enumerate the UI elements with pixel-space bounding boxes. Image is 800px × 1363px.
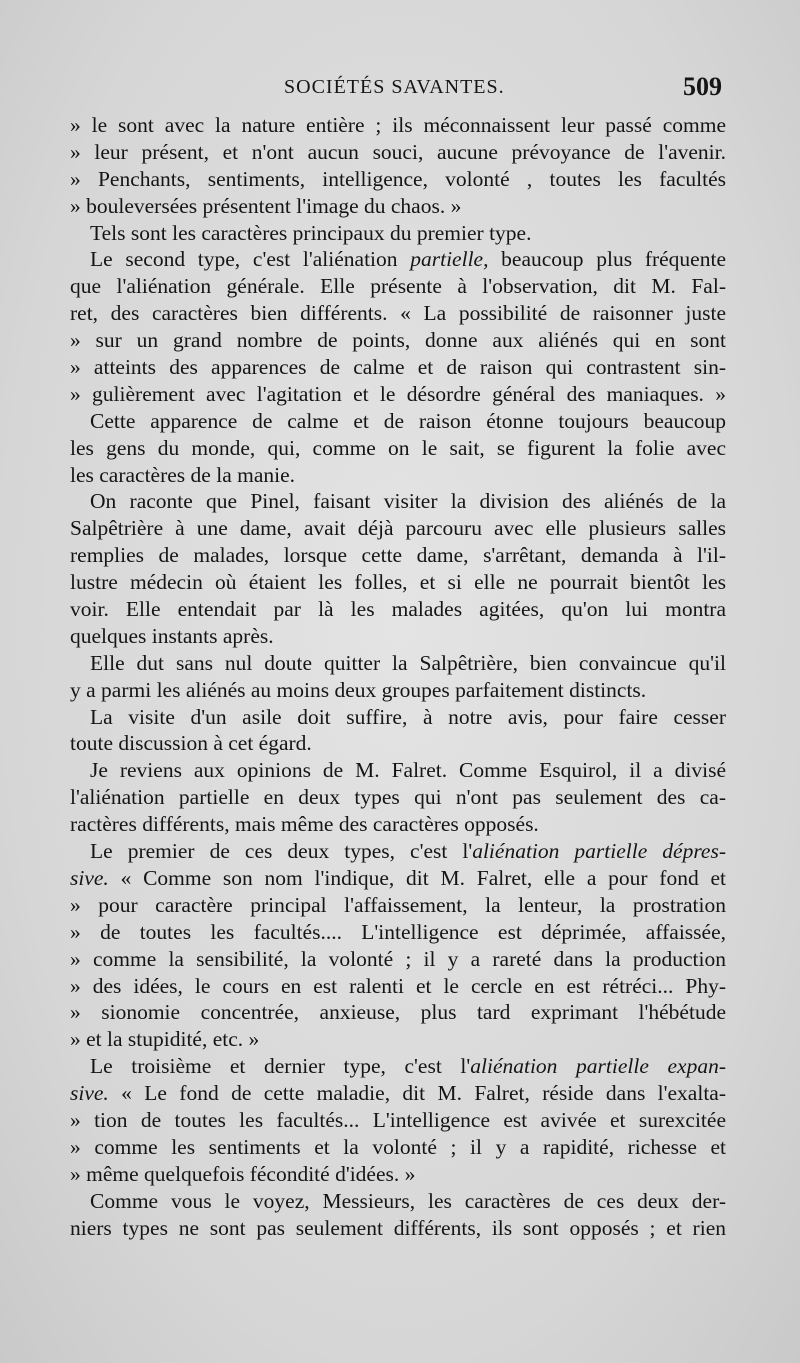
body-text: [70, 112, 726, 1241]
text-line: » tion de toutes les facultés... L'intelligence est avivée et surexcitée: [70, 1107, 726, 1132]
text-segment: Le premier de ces deux types, c'est l': [90, 839, 473, 864]
text-line: ractères différents, mais même des caractères opposés.: [70, 812, 539, 837]
text-line: » gulièrement avec l'agitation et le désordre général des maniaques. »: [70, 381, 726, 406]
text-line: niers types ne sont pas seulement différents, ils sont opposés ; et rien: [70, 1215, 726, 1240]
page-number: 509: [683, 72, 722, 101]
text-line: Cette apparence de calme et de raison étonne toujours beaucoup: [90, 408, 726, 433]
text-line: » sur un grand nombre de points, donne aux aliénés qui en sont: [70, 328, 726, 353]
text-line: » comme les sentiments et la volonté ; il y a rapidité, richesse et: [70, 1134, 726, 1159]
text-line: » et la stupidité, etc. »: [70, 1027, 260, 1052]
text-line: » leur présent, et n'ont aucun souci, aucune prévoyance de l'avenir.: [70, 139, 726, 164]
text-line: » pour caractère principal l'affaissement, la lenteur, la prostration: [70, 892, 726, 917]
italic-term: sive.: [70, 1081, 109, 1106]
text-line: que l'aliénation générale. Elle présente à l'observation, dit M. Fal-: [70, 274, 726, 299]
text-line: » de toutes les facultés.... L'intelligence est déprimée, affaissée,: [70, 919, 726, 944]
text-line: remplies de malades, lorsque cette dame, s'arrêtant, demanda à l'il-: [70, 543, 726, 568]
text-line: les gens du monde, qui, comme on le sait, se figurent la folie avec: [70, 435, 726, 460]
text-line: » atteints des apparences de calme et de raison qui contrastent sin-: [70, 355, 726, 380]
text-line: [70, 838, 726, 865]
text-line: » bouleversées présentent l'image du chaos. »: [70, 193, 462, 218]
italic-term: aliénation partielle expan-: [470, 1054, 726, 1079]
text-line: Elle dut sans nul doute quitter la Salpêtrière, bien convaincue qu'il: [90, 650, 726, 675]
text-segment: beaucoup plus fréquente: [488, 247, 726, 272]
text-line: [70, 865, 726, 892]
text-line: » le sont avec la nature entière ; ils méconnaissent leur passé comme: [70, 113, 726, 137]
text-line: La visite d'un asile doit suffire, à notre avis, pour faire cesser: [90, 704, 726, 729]
text-line: On raconte que Pinel, faisant visiter la division des aliénés de la: [90, 489, 726, 514]
italic-term: sive.: [70, 865, 109, 890]
text-line: » des idées, le cours en est ralenti et le cercle en est rétréci... Phy-: [70, 973, 726, 998]
text-line: » Penchants, sentiments, intelligence, volonté , toutes les facultés: [70, 166, 726, 191]
page-header: [70, 72, 728, 106]
text-line: quelques instants après.: [70, 623, 274, 648]
text-line: » comme la sensibilité, la volonté ; il y a rareté dans la production: [70, 946, 726, 971]
text-line: [70, 246, 726, 273]
text-line: voir. Elle entendait par là les malades agitées, qu'on lui montra: [70, 597, 726, 622]
text-line: l'aliénation partielle en deux types qui n'ont pas seulement des ca-: [70, 785, 726, 810]
text-line: Tels sont les caractères principaux du premier type.: [90, 220, 532, 245]
text-line: Comme vous le voyez, Messieurs, les caractères de ces deux der-: [90, 1188, 726, 1213]
text-line: Je reviens aux opinions de M. Falret. Comme Esquirol, il a divisé: [90, 758, 726, 783]
text-line: Salpêtrière à une dame, avait déjà parcouru avec elle plusieurs salles: [70, 516, 726, 541]
text-line: ret, des caractères bien différents. « La possibilité de raisonner juste: [70, 301, 726, 326]
italic-term: aliénation partielle dépres-: [472, 839, 726, 864]
italic-term: partielle,: [410, 247, 489, 272]
running-title: SOCIÉTÉS SAVANTES.: [284, 76, 505, 98]
text-line: [70, 1080, 726, 1107]
text-line: [70, 1053, 726, 1080]
text-line: » sionomie concentrée, anxieuse, plus tard exprimant l'hébétude: [70, 1000, 726, 1025]
text-line: lustre médecin où étaient les folles, et si elle ne pourrait bientôt les: [70, 570, 726, 595]
text-line: » même quelquefois fécondité d'idées. »: [70, 1161, 416, 1186]
text-line: les caractères de la manie.: [70, 462, 296, 487]
text-segment: Le troisième et dernier type, c'est l': [90, 1054, 471, 1079]
text-line: y a parmi les aliénés au moins deux groupes parfaitement distincts.: [70, 677, 647, 702]
text-line: toute discussion à cet égard.: [70, 731, 312, 756]
text-segment: « Le fond de cette maladie, dit M. Falret, réside dans l'exalta-: [108, 1081, 726, 1106]
text-segment: « Comme son nom l'indique, dit M. Falret, elle a pour fond et: [108, 865, 726, 890]
text-segment: Le second type, c'est l'aliénation: [90, 247, 411, 272]
